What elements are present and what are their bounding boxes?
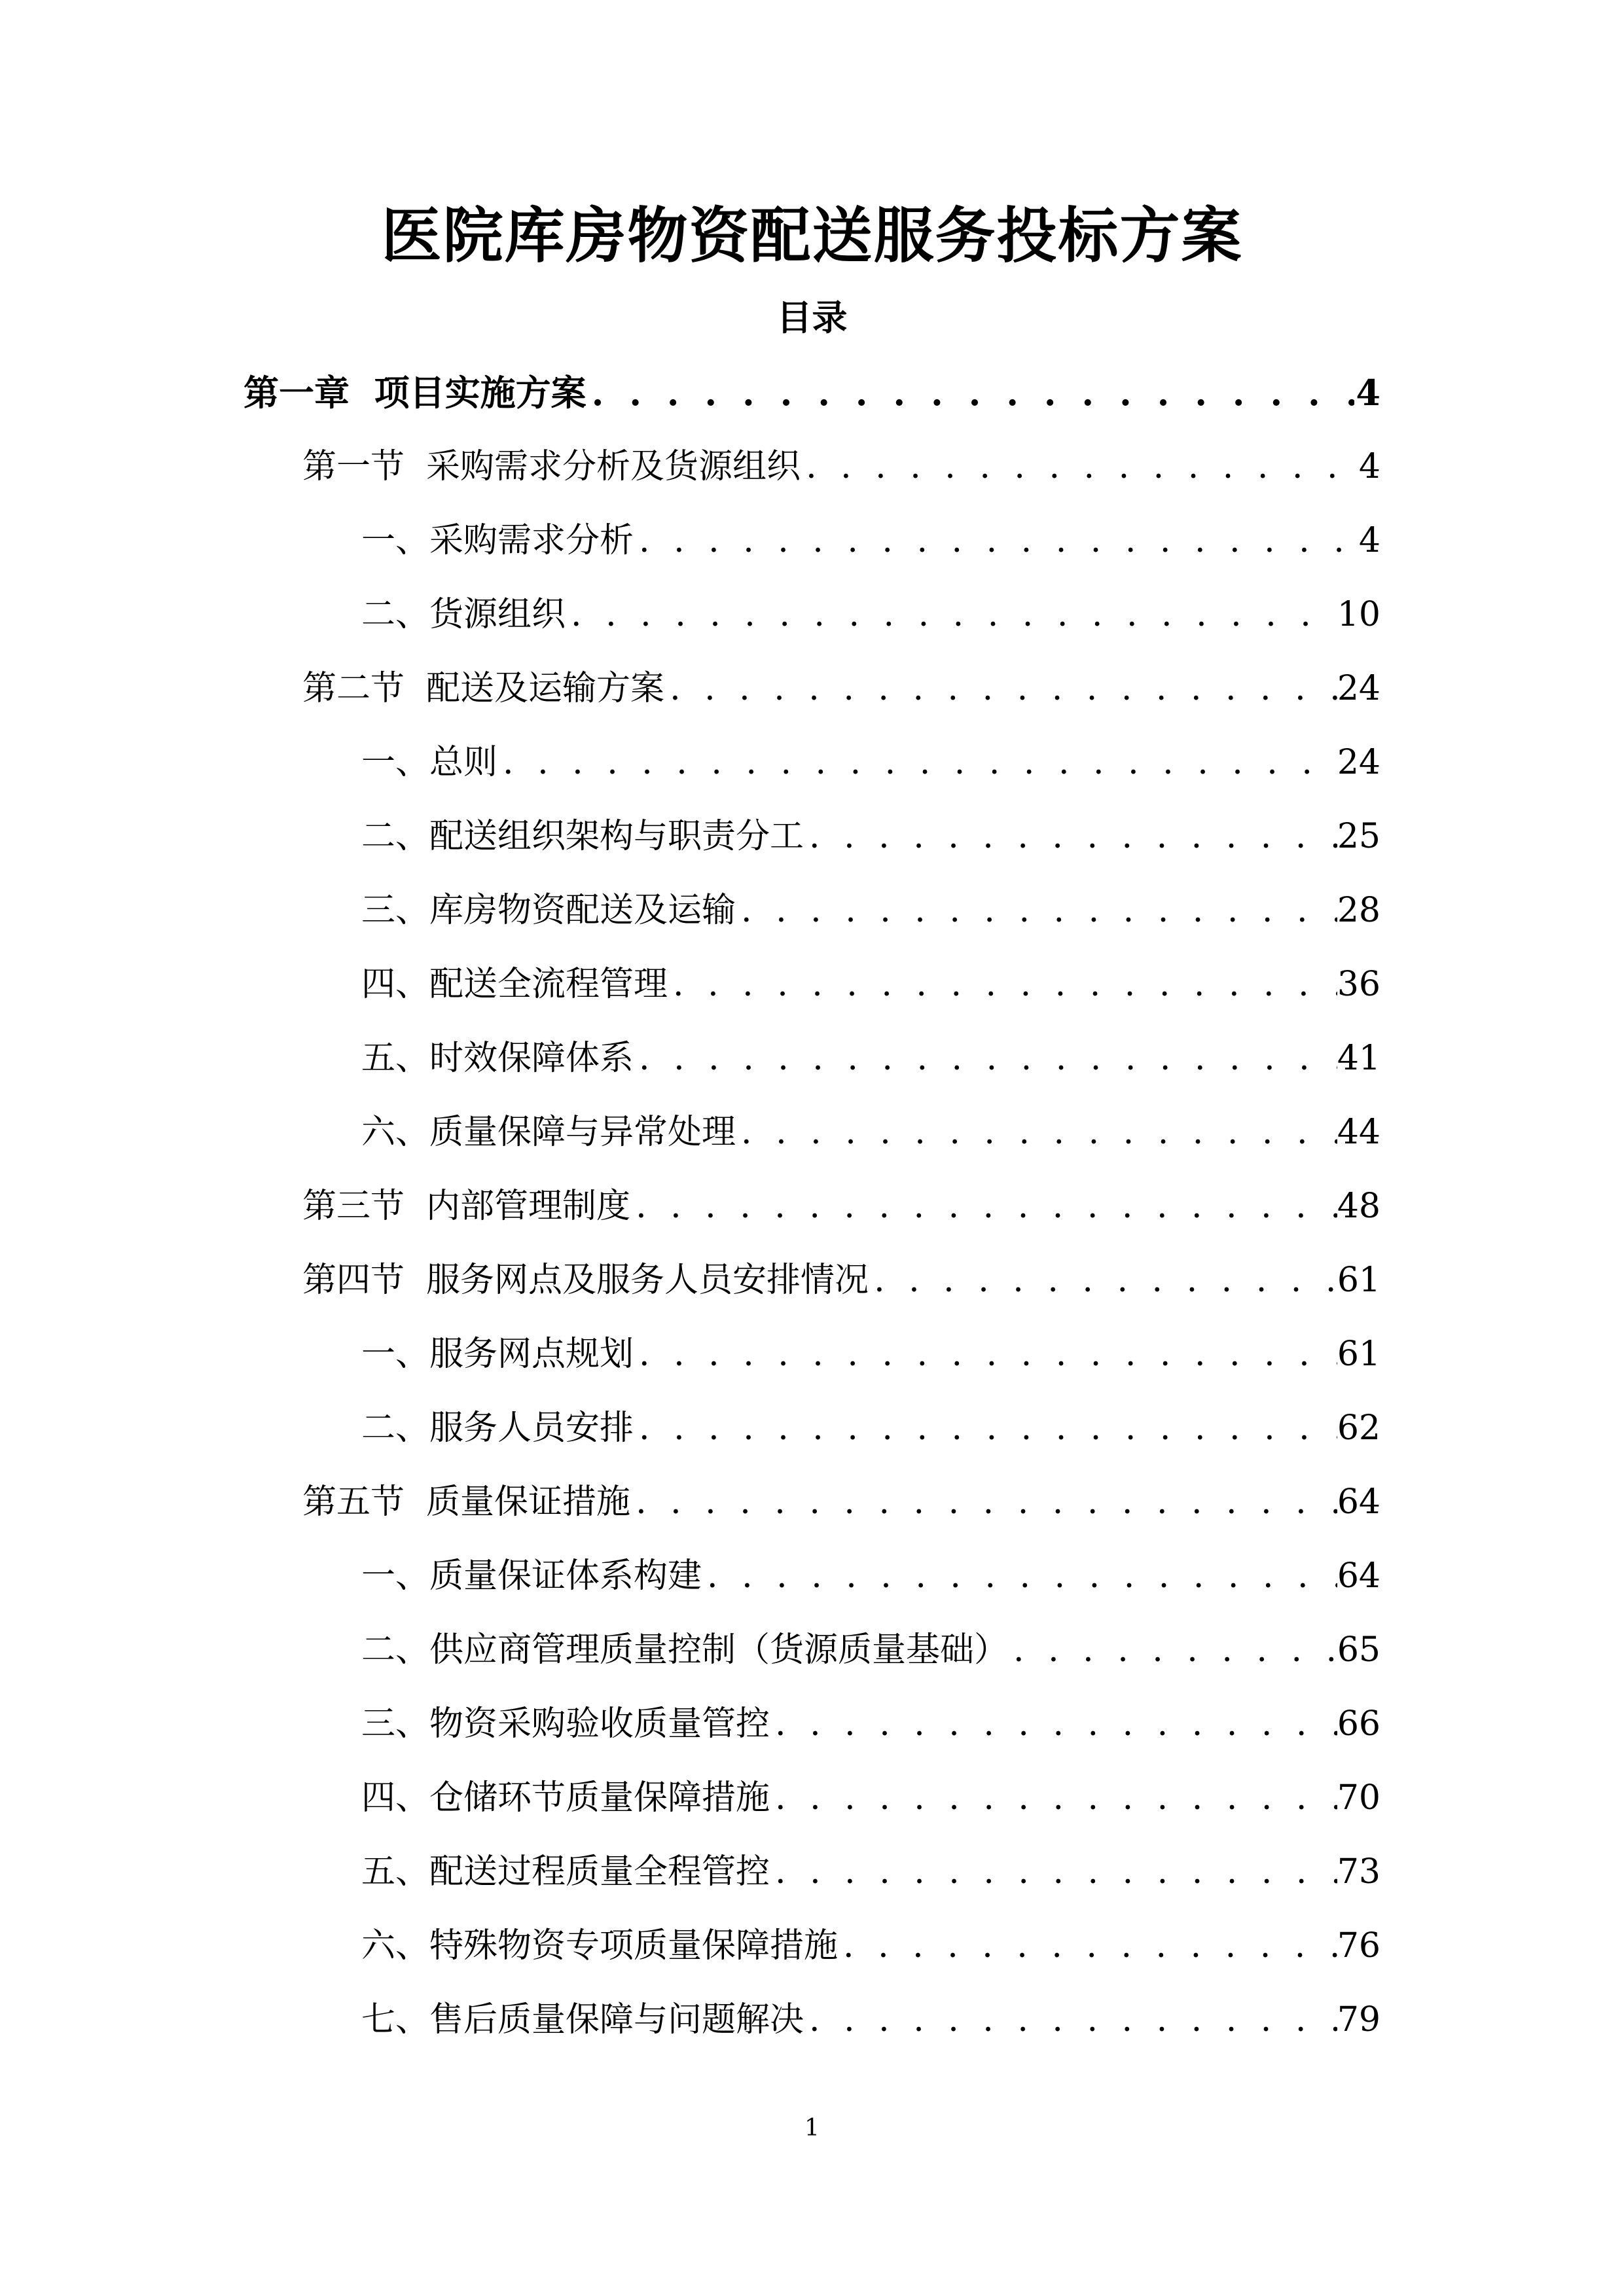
toc-entry-label: 一、质量保证体系构建 [361,1556,702,1596]
toc-entry-label: 二、供应商管理质量控制（货源质量基础） [361,1630,1009,1670]
toc-entry-label: 七、售后质量保障与问题解决 [361,2000,804,2039]
toc-dot-leader [664,662,1337,715]
toc-entry-label: 四、仓储环节质量保障措施 [361,1778,770,1818]
toc-dot-leader [566,588,1337,641]
toc-entry-page: 24 [1337,743,1380,782]
toc-entry-section-2[interactable] [302,662,1380,715]
toc-entry-label: 第一节 采购需求分析及货源组织 [302,447,801,486]
toc-entry-label: 第五节 质量保证措施 [302,1482,631,1522]
toc-dot-leader [869,1254,1337,1306]
toc-entry-subsection[interactable] [361,1402,1380,1454]
toc-entry-section-3[interactable] [302,1180,1380,1232]
toc-entry-subsection[interactable] [361,1772,1380,1824]
toc-entry-page: 66 [1337,1704,1380,1744]
toc-entry-label: 二、配送组织架构与职责分工 [361,817,804,856]
toc-entry-page: 64 [1337,1556,1380,1596]
toc-entry-subsection[interactable] [361,736,1380,789]
toc-entry-subsection[interactable] [361,1920,1380,1972]
toc-dot-leader [668,958,1337,1011]
toc-entry-label: 第四节 服务网点及服务人员安排情况 [302,1261,869,1300]
toc-dot-leader [634,1032,1337,1085]
toc-dot-leader [736,1106,1337,1158]
toc-entry-section-5[interactable] [302,1476,1380,1528]
toc-heading: 目录 [776,296,848,338]
toc-entry-page: 73 [1337,1852,1380,1892]
toc-dot-leader [770,1772,1337,1824]
toc-entry-label: 第三节 内部管理制度 [302,1187,631,1226]
toc-entry-page: 25 [1337,817,1380,856]
toc-entry-label: 三、库房物资配送及运输 [361,891,736,930]
toc-entry-subsection[interactable] [361,810,1380,863]
toc-entry-page: 28 [1337,891,1380,930]
toc-dot-leader [702,1550,1337,1602]
toc-dot-leader [1008,1624,1337,1676]
toc-dot-leader [634,1402,1337,1454]
toc-entry-subsection[interactable] [361,958,1380,1011]
toc-entry-page: 79 [1337,2000,1380,2039]
toc-entry-label: 一、服务网点规划 [361,1335,634,1374]
toc-entry-page: 36 [1337,965,1380,1004]
toc-entry-page: 61 [1337,1335,1380,1374]
toc-entry-label: 二、货源组织 [361,595,566,634]
toc-entry-page: 70 [1337,1778,1380,1818]
toc-dot-leader [804,810,1337,863]
toc-entry-label: 第一章 项目实施方案 [244,372,586,414]
toc-dot-leader [497,736,1337,789]
toc-entry-subsection[interactable] [361,884,1380,937]
toc-entry-label: 五、时效保障体系 [361,1039,634,1078]
toc-dot-leader [736,884,1337,937]
toc-entry-section-1[interactable] [302,440,1380,493]
toc-entry-subsection[interactable] [361,1846,1380,1898]
toc-entry-page: 10 [1337,595,1380,634]
toc-entry-page: 65 [1337,1630,1380,1670]
toc-dot-leader [630,1180,1337,1232]
toc-dot-leader [770,1698,1337,1750]
toc-dot-leader [770,1846,1337,1898]
toc-entry-page: 62 [1337,1408,1380,1448]
toc-dot-leader [586,367,1354,419]
toc-dot-leader [634,514,1354,567]
toc-entry-section-4[interactable] [302,1254,1380,1306]
toc-entry-page: 4 [1358,447,1380,486]
toc-dot-leader [804,1994,1337,2046]
toc-entry-label: 一、采购需求分析 [361,521,634,560]
toc-entry-page: 24 [1337,669,1380,708]
toc-entry-chapter-1[interactable] [244,367,1380,419]
toc-entry-label: 三、物资采购验收质量管控 [361,1704,770,1744]
toc-dot-leader [634,1328,1337,1380]
toc-entry-label: 一、总则 [361,743,498,782]
toc-entry-subsection[interactable] [361,1106,1380,1158]
toc-entry-page: 44 [1337,1113,1380,1152]
toc-entry-subsection[interactable] [361,1698,1380,1750]
toc-entry-label: 二、服务人员安排 [361,1408,634,1448]
toc-entry-subsection[interactable] [361,1328,1380,1380]
toc-entry-page: 4 [1358,521,1380,560]
toc-entry-label: 第二节 配送及运输方案 [302,669,665,708]
toc-entry-subsection[interactable] [361,1550,1380,1602]
page-number: 1 [804,2115,820,2142]
toc-entry-label: 五、配送过程质量全程管控 [361,1852,770,1892]
toc-entry-page: 41 [1337,1039,1380,1078]
toc-entry-page: 48 [1337,1187,1380,1226]
toc-entry-subsection[interactable] [361,514,1380,567]
toc-entry-subsection[interactable] [361,588,1380,641]
toc-entry-label: 六、特殊物资专项质量保障措施 [361,1926,839,1965]
toc-entry-subsection[interactable] [361,1032,1380,1085]
toc-entry-subsection[interactable] [361,1994,1380,2046]
toc-dot-leader [801,440,1354,493]
toc-entry-label: 六、质量保障与异常处理 [361,1113,736,1152]
toc-entry-page: 64 [1337,1482,1380,1522]
toc-dot-leader [630,1476,1337,1528]
toc-entry-page: 4 [1356,372,1380,414]
toc-entry-page: 61 [1337,1261,1380,1300]
toc-entry-label: 四、配送全流程管理 [361,965,668,1004]
toc-dot-leader [838,1920,1337,1972]
page-title: 医院库房物资配送服务投标方案 [381,200,1243,271]
toc-entry-page: 76 [1337,1926,1380,1965]
toc-entry-subsection[interactable] [361,1624,1380,1676]
